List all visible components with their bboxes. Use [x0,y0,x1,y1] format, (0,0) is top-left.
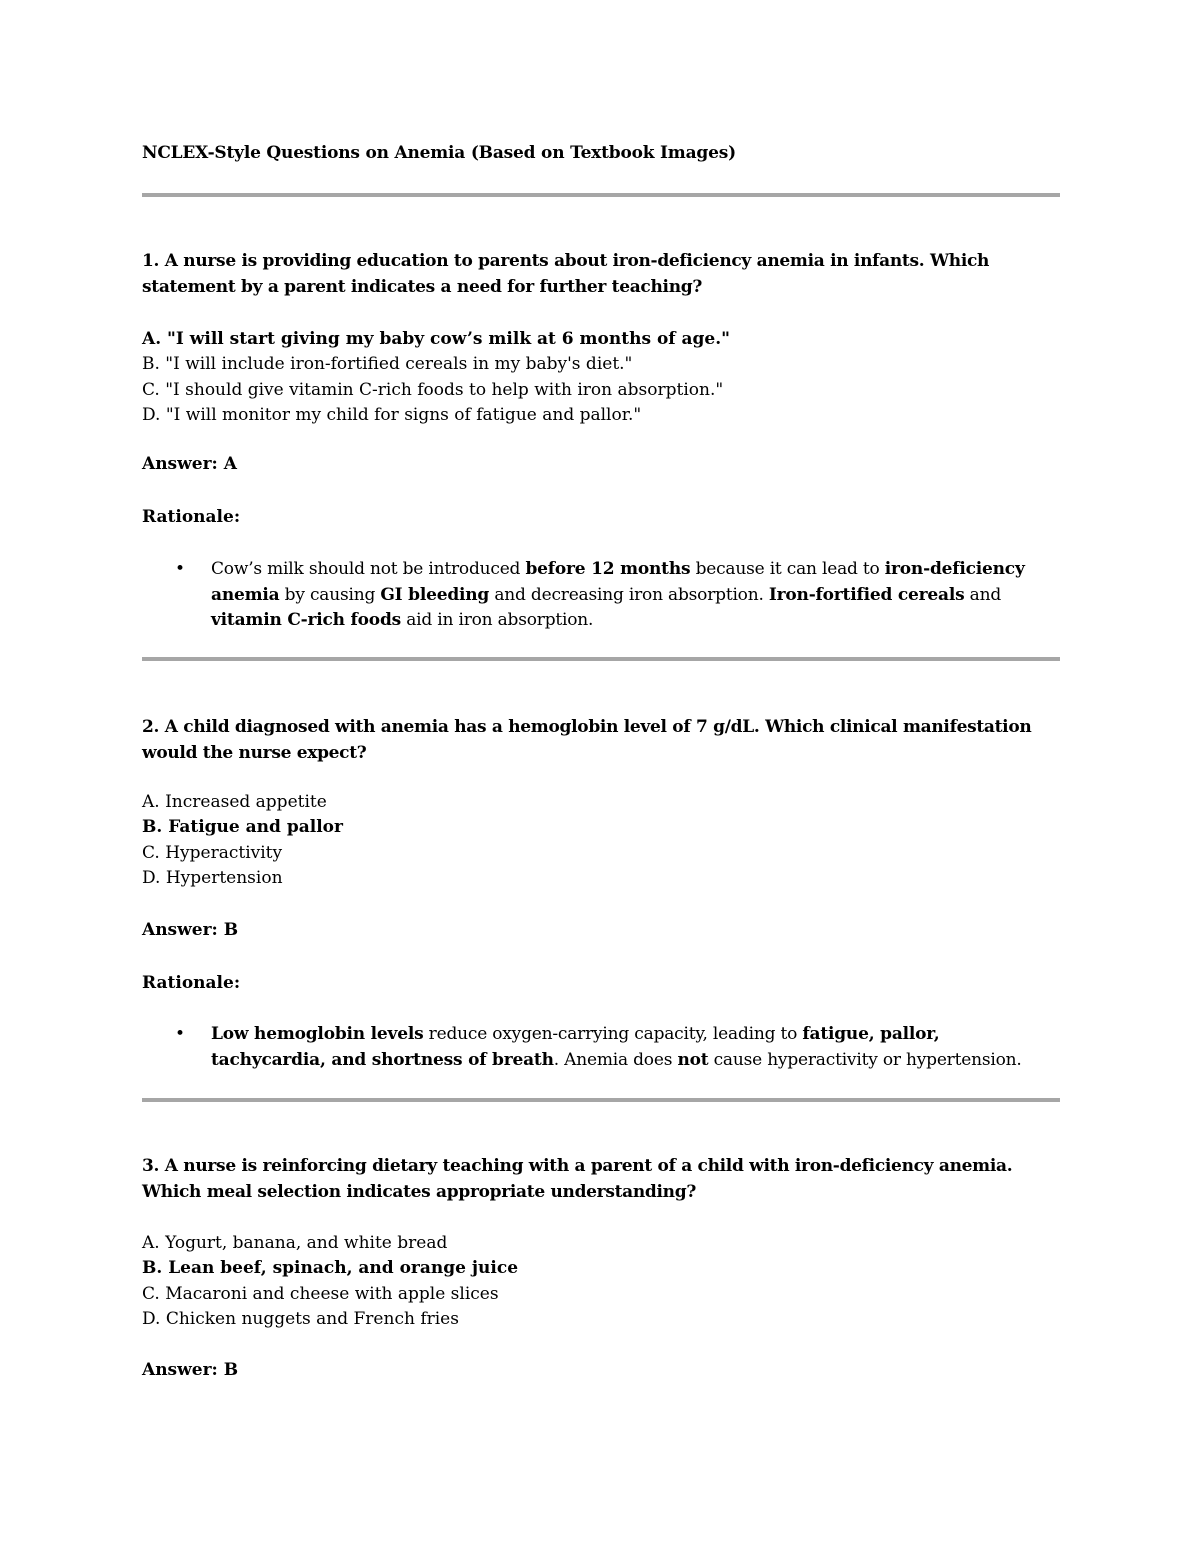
rationale-text-run: and decreasing iron absorption. [489,584,769,605]
rationale-emphasis: before 12 months [525,559,691,579]
rationale-emphasis: Iron-fortified cereals [768,584,965,605]
question-2-option-d: D. Hypertension [142,867,283,888]
question-1-rationale-label: Rationale: [142,507,241,527]
bullet-icon: • [175,559,186,579]
question-3-stem: 3. A nurse is reinforcing dietary teaching with a parent of a child with iron-deficiency anemia. Which meal selection indicates appropriate understanding? [142,1156,1013,1202]
question-2-option-c: C. Hyperactivity [142,842,283,863]
rationale-text-run: aid in iron absorption. [401,610,594,630]
rationale-emphasis: fatigue, pallor, tachycardia, and shortness of breath [211,1024,940,1070]
question-3-option-a: A. Yogurt, banana, and white bread [142,1233,448,1253]
question-1-option-c: C. "I should give vitamin C-rich foods to help with iron absorption." [142,379,724,400]
question-1-answer: Answer: A [142,454,237,474]
question-2-rationale-label: Rationale: [142,973,241,993]
section-divider [142,1098,1060,1102]
rationale-text-run: Cow’s milk should not be introduced [211,559,526,579]
question-1-option-a: A. "I will start giving my baby cow’s milk at 6 months of age." [142,329,731,349]
question-2-rationale-text [211,1022,1041,1073]
question-3-option-c: C. Macaroni and cheese with apple slices [142,1283,499,1304]
rationale-emphasis: vitamin C-rich foods [211,610,402,630]
bullet-icon: • [175,1024,186,1044]
rationale-emphasis: GI bleeding [380,584,490,605]
rationale-text-run: . Anemia does [553,1049,678,1070]
question-3-option-b: B. Lean beef, spinach, and orange juice [142,1258,519,1279]
rationale-text-run: by causing [279,584,381,605]
question-1-stem: 1. A nurse is providing education to parents about iron-deficiency anemia in infants. Which statement by a parent indicates a need for further teaching? [142,251,990,297]
rationale-emphasis: iron-deficiency anemia [211,559,1025,605]
question-1-rationale-text [211,557,1041,634]
question-3-answer: Answer: B [142,1360,239,1380]
section-divider [142,657,1060,661]
rationale-text-run: because it can lead to [690,559,885,579]
question-3-options [142,1231,1042,1332]
question-1-options [142,327,1042,428]
question-2-answer: Answer: B [142,920,239,940]
document-title: NCLEX-Style Questions on Anemia (Based on Textbook Images) [142,143,736,163]
rationale-text-run: and [964,584,1002,605]
rationale-emphasis: not [677,1049,709,1070]
document-page [142,0,1060,1553]
section-divider [142,193,1060,197]
rationale-text-run: reduce oxygen-carrying capacity, leading to [423,1024,803,1044]
question-2-options [142,790,1042,891]
question-2-option-b: B. Fatigue and pallor [142,817,343,838]
question-1-option-d: D. "I will monitor my child for signs of fatigue and pallor." [142,404,642,425]
question-2-option-a: A. Increased appetite [142,792,327,812]
question-3-option-d: D. Chicken nuggets and French fries [142,1308,459,1329]
rationale-emphasis: Low hemoglobin levels [211,1024,424,1044]
question-1-option-b: B. "I will include iron-fortified cereals in my baby's diet." [142,354,633,375]
rationale-text-run: cause hyperactivity or hypertension. [708,1049,1022,1070]
question-2-stem: 2. A child diagnosed with anemia has a hemoglobin level of 7 g/dL. Which clinical manifestation would the nurse expect? [142,717,1032,763]
